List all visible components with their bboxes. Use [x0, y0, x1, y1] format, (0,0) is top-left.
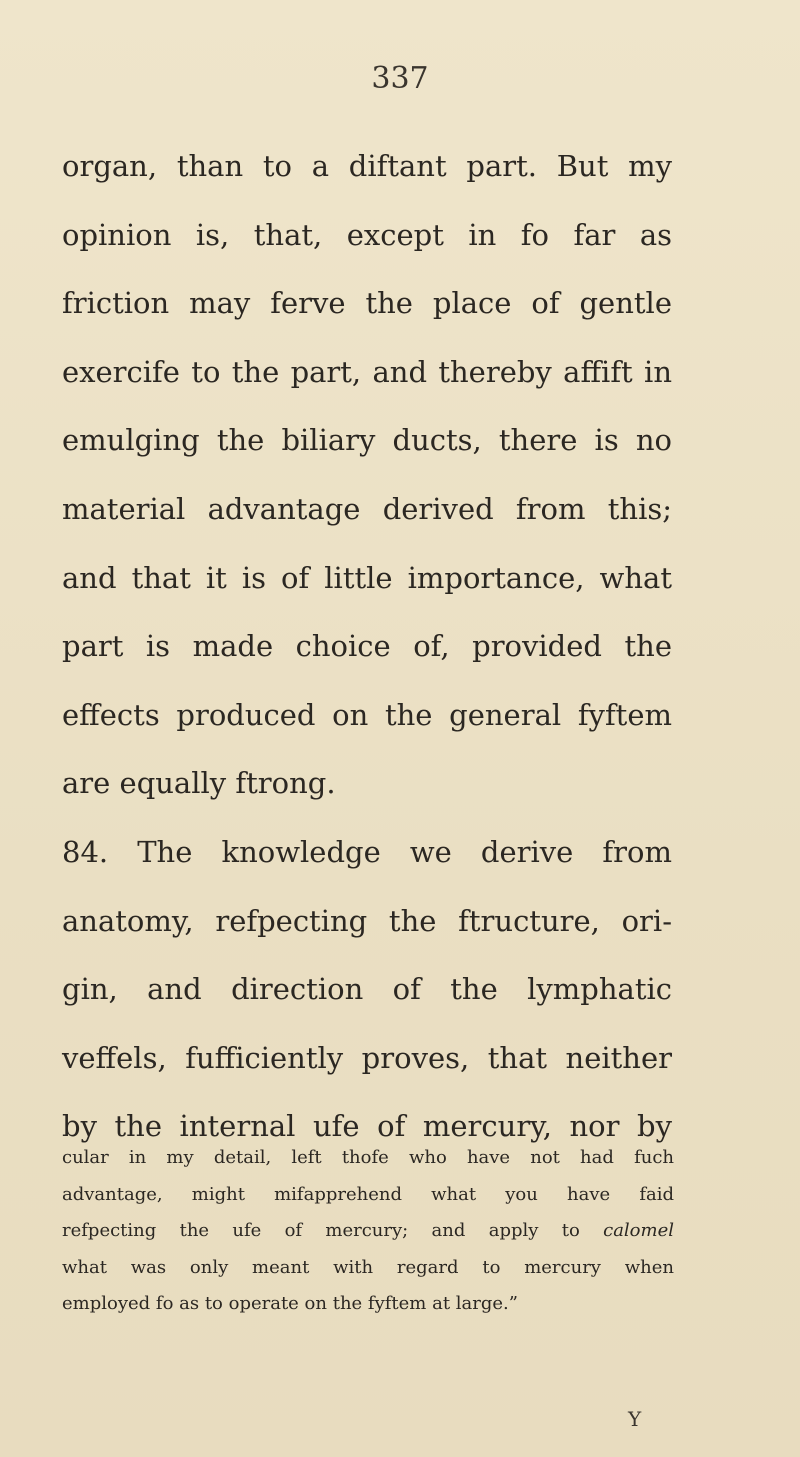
footnote-text: refpecting the ufe of mercury; and apply to — [62, 1220, 604, 1241]
text-line: organ, than to a diftant part. But my — [62, 149, 672, 183]
text-line: 84. The knowledge we derive from — [62, 834, 672, 869]
text-line: and that it is of little importance, what — [62, 560, 672, 595]
text-line: gin, and direction of the lymphatic — [62, 972, 672, 1007]
text-line: effects produced on the general fyftem — [62, 697, 672, 732]
text-line: opinion is, that, except in fo far as — [62, 217, 672, 252]
footnote-italic-word: calomel — [603, 1220, 674, 1241]
footnote-line — [62, 1213, 674, 1250]
text-line: anatomy, refpecting the ftructure, ori- — [62, 903, 672, 938]
page-number: 337 — [371, 61, 429, 96]
footnote-line: advantage, might mifapprehend what you have faid — [62, 1183, 674, 1205]
text-line: exercife to the part, and thereby affift in — [62, 354, 672, 389]
footnote-line: employed fo as to operate on the fyftem at large.” — [62, 1293, 518, 1314]
body-text — [62, 132, 672, 1161]
footnote — [62, 1140, 674, 1323]
text-line: are equally ftrong. — [62, 766, 336, 801]
footnote-line: cular in my detail, left thofe who have not had fuch — [62, 1147, 674, 1168]
footnote-line: what was only meant with regard to mercury when — [62, 1256, 674, 1278]
text-line: material advantage derived from this; — [62, 491, 672, 526]
text-line: by the internal ufe of mercury, nor by — [62, 1109, 672, 1144]
text-line: emulging the biliary ducts, there is no — [62, 423, 672, 458]
signature-mark: Y — [628, 1407, 642, 1431]
text-line: friction may ferve the place of gentle — [62, 286, 672, 321]
text-line: part is made choice of, provided the — [62, 629, 672, 664]
text-line: veffels, fufficiently proves, that neither — [62, 1040, 672, 1075]
